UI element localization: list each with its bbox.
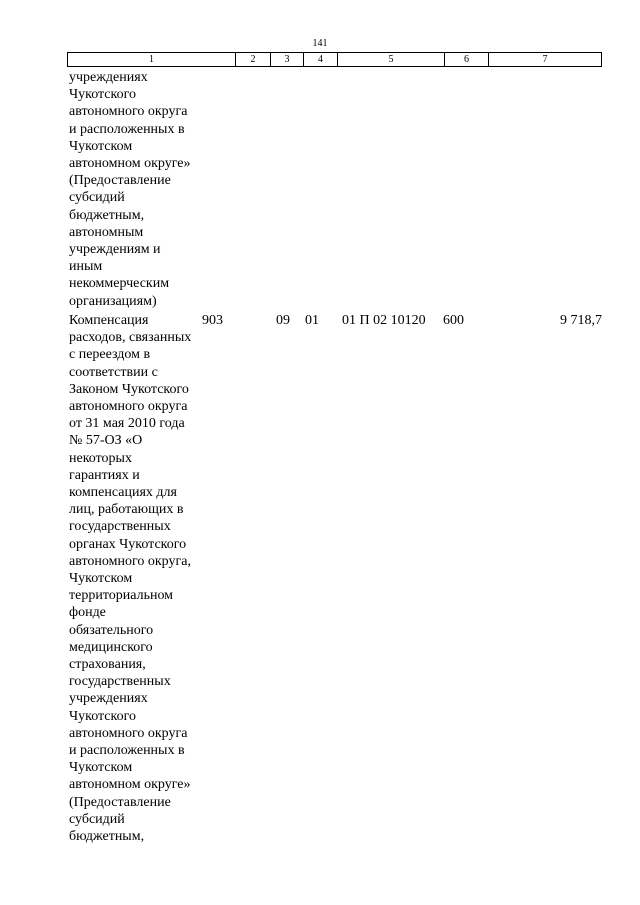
description-line: с переездом в xyxy=(69,347,151,363)
description-line: Компенсация xyxy=(69,313,149,328)
description-line: (Предоставление xyxy=(69,173,171,189)
description-line: организациям) xyxy=(69,293,157,309)
description-line: автономном округе» xyxy=(69,156,191,172)
description-line: субсидий xyxy=(69,811,125,827)
section-code: 09 xyxy=(276,313,290,328)
description-line: Чукотском xyxy=(69,760,133,776)
description-line: бюджетным, xyxy=(69,207,145,223)
description-line: государственных xyxy=(69,519,171,535)
description-line: автономном округе» xyxy=(69,777,191,793)
description-line: фонде xyxy=(69,605,106,621)
description-line: лиц, работающих в xyxy=(69,502,184,518)
description-line: автономного округа xyxy=(69,399,188,415)
description-line: Чукотского xyxy=(69,87,136,103)
table-header xyxy=(67,52,602,67)
description-line: субсидий xyxy=(69,190,125,206)
description-line: от 31 мая 2010 года xyxy=(69,416,185,432)
description-line: Чукотского xyxy=(69,708,136,724)
description-line: страхования, xyxy=(69,657,146,673)
description-line: Чукотском xyxy=(69,138,133,154)
expense-type-code: 600 xyxy=(443,313,464,328)
target-article-code: 01 П 02 10120 xyxy=(342,313,426,328)
description-line: Чукотском xyxy=(69,571,133,587)
description-line: автономным xyxy=(69,224,144,240)
description-line: территориальном xyxy=(69,588,174,604)
grbs-code: 903 xyxy=(202,313,223,328)
description-line: иным xyxy=(69,259,103,275)
description-line: (Предоставление xyxy=(69,794,171,810)
description-line: автономного округа, xyxy=(69,553,191,569)
description-line: компенсациях для xyxy=(69,485,177,501)
amount-value: 9 718,7 xyxy=(560,313,602,328)
header-col-7: 7 xyxy=(542,54,548,65)
description-line: учреждениях xyxy=(69,691,148,707)
page-number: 141 xyxy=(312,38,328,49)
header-col-5: 5 xyxy=(338,53,445,66)
description-line: учреждениям и xyxy=(69,242,161,258)
header-col-6: 6 xyxy=(445,53,489,66)
description-line: и расположенных в xyxy=(69,121,185,137)
header-col-2: 2 xyxy=(236,53,271,66)
description-line: учреждениях xyxy=(69,70,148,85)
header-col-4: 4 xyxy=(304,53,338,66)
description-line: и расположенных в xyxy=(69,743,185,759)
description-line: некоммерческим xyxy=(69,276,170,292)
description-line: органах Чукотского xyxy=(69,536,187,552)
description-line: гарантиях и xyxy=(69,467,140,483)
description-line: автономного округа xyxy=(69,725,188,741)
description-line: автономного округа xyxy=(69,104,188,120)
description-line: соответствии с xyxy=(69,364,158,380)
header-col-1: 1 xyxy=(68,53,236,66)
subsection-code: 01 xyxy=(305,313,319,328)
continued-row-description xyxy=(69,69,209,310)
description-line: № 57-ОЗ «О xyxy=(69,433,143,449)
description-line: обязательного xyxy=(69,622,154,638)
description-line: Законом Чукотского xyxy=(69,381,189,397)
header-col-3: 3 xyxy=(271,53,304,66)
description-line: медицинского xyxy=(69,639,153,655)
description-line: бюджетным, xyxy=(69,829,145,845)
row-description xyxy=(69,312,209,845)
description-line: государственных xyxy=(69,674,171,690)
description-line: расходов, связанных xyxy=(69,330,192,346)
description-line: некоторых xyxy=(69,450,132,466)
